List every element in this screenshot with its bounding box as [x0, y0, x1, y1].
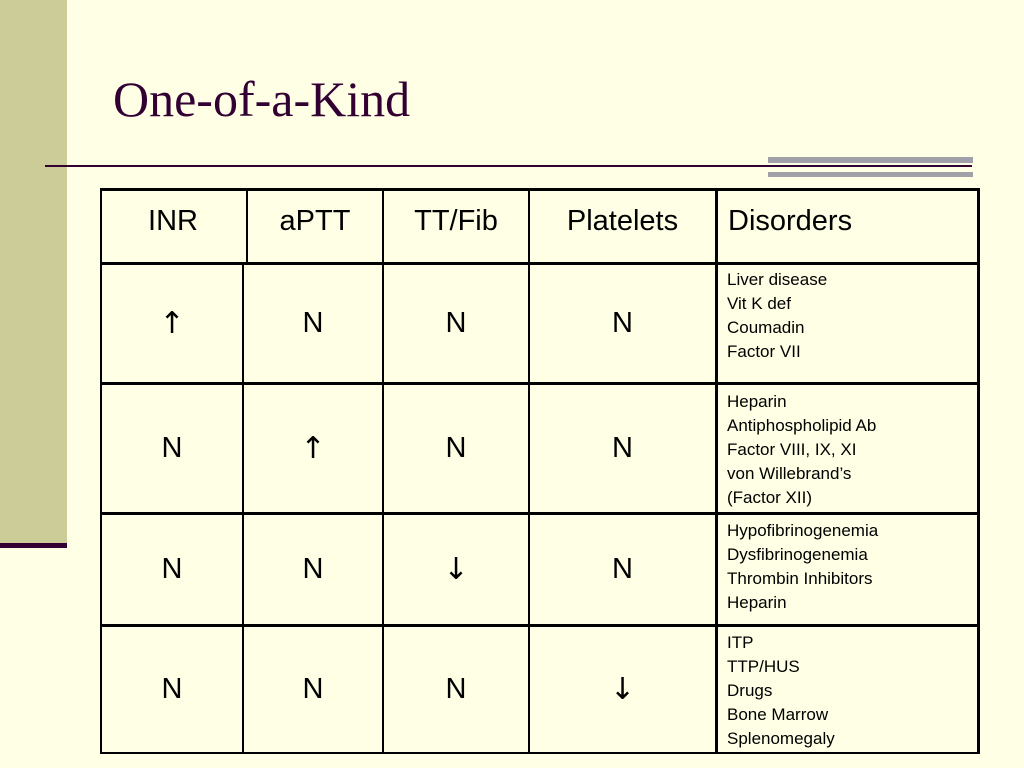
- disorder-item: Thrombin Inhibitors: [727, 569, 873, 588]
- header-inr: INR: [148, 205, 198, 237]
- header-platelets: Platelets: [566, 205, 679, 237]
- cell-inr: ↑: [159, 306, 185, 341]
- left-accent-bar: [0, 0, 67, 543]
- disorder-item: (Factor XII): [727, 488, 813, 507]
- disorder-item: Heparin: [727, 593, 787, 612]
- slide-title: One-of-a-Kind: [113, 71, 411, 127]
- cell-aptt: N: [302, 307, 324, 339]
- column-divider: [715, 188, 718, 754]
- disorder-item: Hypofibrinogenemia: [727, 521, 879, 540]
- table-border-right: [977, 188, 980, 754]
- cell-platelets: N: [612, 553, 633, 585]
- disorder-item: Heparin: [727, 392, 787, 411]
- header-aptt: aPTT: [279, 205, 351, 237]
- disorder-item: Dysfibrinogenemia: [727, 545, 868, 564]
- header-disorders: Disorders: [728, 205, 853, 237]
- title-divider: [45, 165, 972, 167]
- cell-tt-fib: N: [445, 307, 467, 339]
- disorder-item: Drugs: [727, 681, 773, 700]
- disorder-item: Antiphospholipid Ab: [727, 416, 877, 435]
- cell-inr: N: [161, 673, 183, 705]
- cell-aptt: N: [302, 673, 324, 705]
- cell-tt-fib: N: [445, 673, 467, 705]
- disorder-item: Factor VIII, IX, XI: [727, 440, 857, 459]
- cell-inr: N: [161, 553, 183, 585]
- cell-disorders: [727, 631, 977, 751]
- cell-tt-fib: N: [445, 432, 467, 464]
- disorder-item: Vit K def: [727, 294, 791, 313]
- disorder-item: Liver disease: [727, 270, 828, 289]
- cell-tt-fib: ↓: [443, 552, 469, 587]
- cell-platelets: N: [612, 307, 633, 339]
- cell-platelets: ↓: [609, 672, 636, 707]
- cell-disorders: [727, 268, 977, 364]
- disorder-item: von Willebrand’s: [727, 464, 852, 483]
- cell-platelets: N: [612, 432, 633, 464]
- disorder-item: Coumadin: [727, 318, 805, 337]
- title-divider-accent-bottom: [768, 172, 973, 177]
- disorder-item: ITP: [727, 633, 754, 652]
- table-border-bottom: [100, 752, 980, 754]
- cell-inr: N: [161, 432, 183, 464]
- header-tt-fib: TT/Fib: [414, 205, 498, 237]
- cell-aptt: ↑: [300, 431, 326, 466]
- cell-disorders: [727, 519, 977, 615]
- cell-aptt: N: [302, 553, 324, 585]
- disorder-item: Factor VII: [727, 342, 801, 361]
- cell-disorders: [727, 390, 977, 510]
- disorder-item: TTP/HUS: [727, 657, 800, 676]
- disorder-item: Splenomegaly: [727, 729, 835, 748]
- left-accent-bar-underline: [0, 543, 67, 548]
- title-divider-accent-top: [768, 157, 973, 163]
- disorder-item: Bone Marrow: [727, 705, 829, 724]
